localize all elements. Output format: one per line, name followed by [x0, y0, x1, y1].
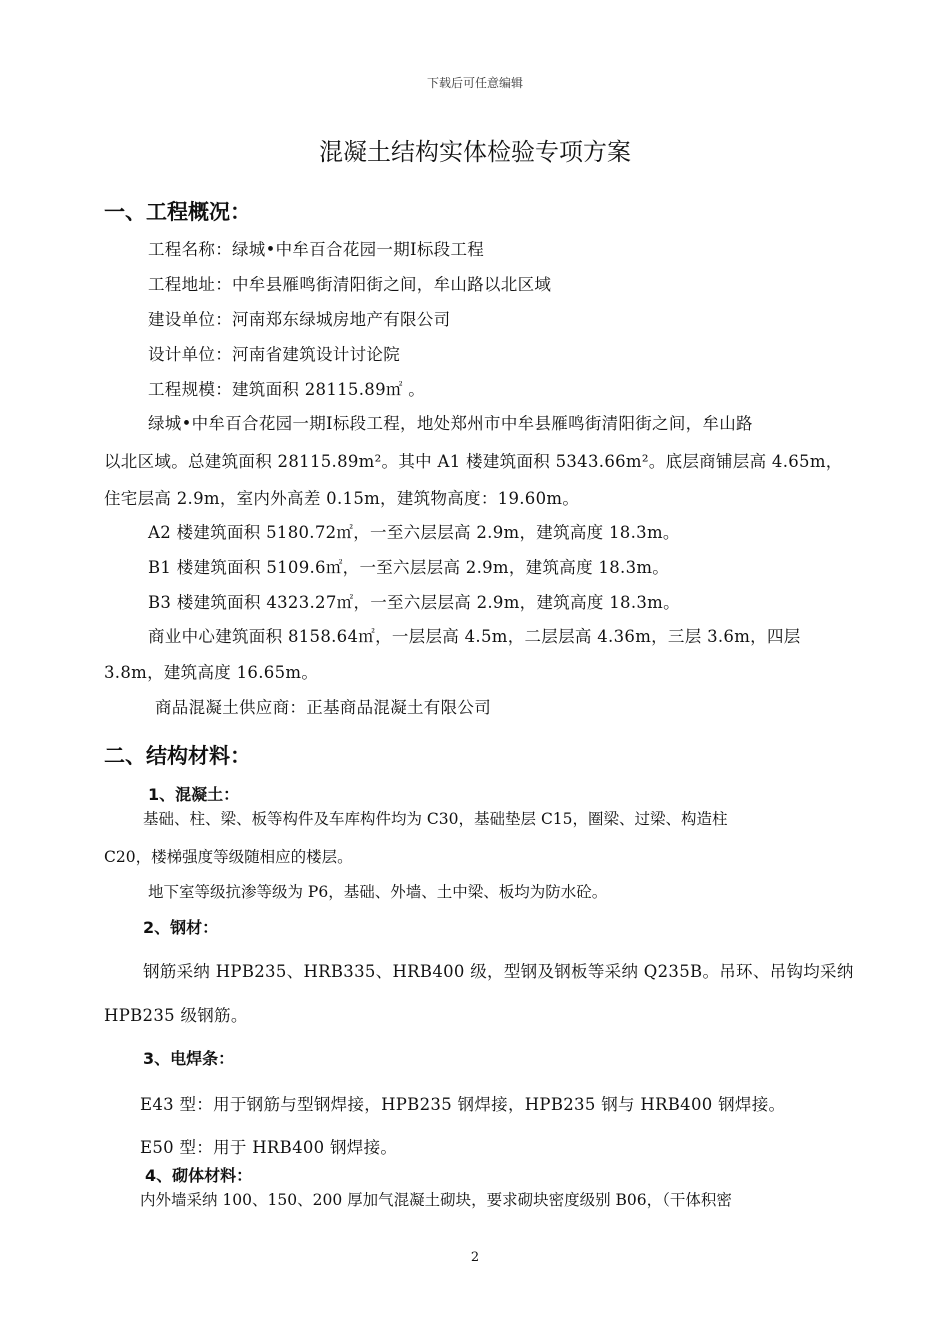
electrode-text-line: E50 型：用于 HRB400 钢焊接。	[140, 1138, 398, 1157]
steel-text-line: HPB235 级钢筋。	[104, 1006, 248, 1025]
masonry-text-line: 内外墙采纳 100、150、200 厚加气混凝土砌块，要求砌块密度级别 B06，（干体积密	[140, 1191, 732, 1209]
commercial-center-line: 3.8m，建筑高度 16.65m。	[104, 663, 319, 682]
concrete-text-line: C20，楼梯强度等级随相应的楼层。	[104, 848, 353, 866]
building-b3-line: B3 楼建筑面积 4323.27㎡，一至六层层高 2.9m，建筑高度 18.3m。	[148, 593, 680, 612]
electrode-text-line: E43 型：用于钢筋与型钢焊接，HPB235 钢焊接，HPB235 钢与 HRB400 钢焊接。	[140, 1095, 786, 1114]
building-b1-line: B1 楼建筑面积 5109.6㎡，一至六层层高 2.9m，建筑高度 18.3m。	[148, 558, 670, 577]
commercial-center-line: 商业中心建筑面积 8158.64㎡，一层层高 4.5m，二层层高 4.36m，三层 3.6m，四层	[148, 627, 801, 646]
concrete-text-line: 地下室等级抗渗等级为 P6，基础、外墙、土中梁、板均为防水砼。	[148, 883, 608, 901]
project-scale-line: 工程规模：建筑面积 28115.89㎡ 。	[148, 380, 426, 399]
section-1-heading: 一、工程概况：	[104, 200, 251, 224]
concrete-text-line: 基础、柱、梁、板等构件及车库构件均为 C30，基础垫层 C15，圈梁、过梁、构造柱	[143, 810, 728, 828]
page-number: 2	[470, 1250, 480, 1265]
steel-subheading: 2、钢材：	[143, 918, 219, 937]
overview-paragraph-line: 住宅层高 2.9m，室内外高差 0.15m，建筑物高度：19.60m。	[104, 489, 580, 508]
overview-paragraph-line: 绿城•中牟百合花园一期Ⅰ标段工程，地处郑州市中牟县雁鸣街清阳街之间，牟山路	[148, 414, 753, 433]
steel-text-line: 钢筋采纳 HPB235、HRB335、HRB400 级，型钢及钢板等采纳 Q235B。吊环、吊钩均采纳	[143, 962, 854, 981]
section-2-heading: 二、结构材料：	[104, 744, 251, 768]
concrete-subheading: 1、混凝土：	[148, 785, 240, 804]
developer-line: 建设单位：河南郑东绿城房地产有限公司	[148, 310, 451, 329]
electrode-subheading: 3、电焊条：	[143, 1049, 235, 1068]
overview-paragraph-line: 以北区域。总建筑面积 28115.89m²。其中 A1 楼建筑面积 5343.66m²。底层商铺层高 4.65m，	[104, 452, 843, 471]
document-title: 混凝土结构实体检验专项方案	[319, 138, 631, 166]
project-name-line: 工程名称：绿城•中牟百合花园一期Ⅰ标段工程	[148, 240, 485, 259]
building-a2-line: A2 楼建筑面积 5180.72㎡，一至六层层高 2.9m，建筑高度 18.3m。	[148, 523, 680, 542]
page-header: 下载后可任意编辑	[426, 76, 523, 90]
project-address-line: 工程地址：中牟县雁鸣街清阳街之间，牟山路以北区域	[148, 275, 552, 294]
concrete-supplier-line: 商品混凝土供应商：正基商品混凝土有限公司	[155, 698, 491, 717]
masonry-subheading: 4、砌体材料：	[145, 1166, 253, 1185]
designer-line: 设计单位：河南省建筑设计讨论院	[148, 345, 400, 364]
